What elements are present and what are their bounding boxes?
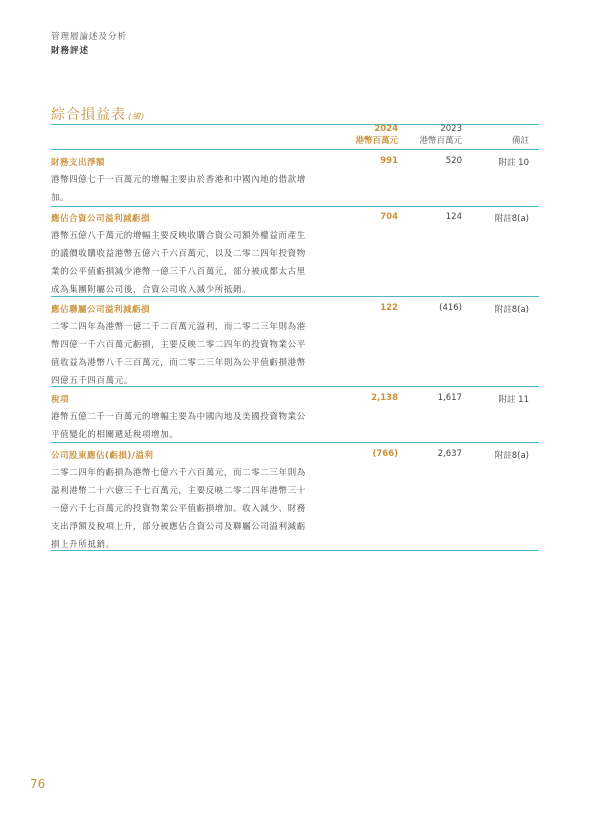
column-2024-unit: 港幣百萬元 [355,136,398,146]
running-header-title: 財務評述 [51,46,90,56]
section-title-text: 綜合損益表 [51,107,126,123]
row-value-2024: 991 [380,156,398,166]
row-title: 公司股東應佔(虧損)/溢利 [51,451,154,461]
page-number: 76 [30,777,46,791]
row-divider [51,442,539,443]
section-title-note: (續) [128,112,146,121]
row-title: 稅項 [51,395,70,405]
row-divider [51,550,539,551]
row-description: 港幣四億七千一百萬元的增幅主要由於香港和中國內地的借款增加。 [51,175,306,203]
title-rule [51,124,539,125]
row-value-2023: 124 [445,212,462,222]
header-rule [51,149,539,150]
row-description: 港幣五億二千一百萬元的增幅主要為中國內地及美國投資物業公平值變化的相關遞延稅項增加。 [51,412,306,440]
row-divider [51,206,539,207]
column-header-2023 [400,123,462,147]
column-header-note: 備註 [511,136,529,146]
column-2024-year: 2024 [374,124,398,134]
row-value-2023: 1,617 [437,393,462,403]
column-header-2024 [330,123,398,147]
row-title: 應佔合資公司溢利減虧損 [51,214,151,224]
row-description: 港幣五億八千萬元的增幅主要反映收購合資公司額外權益而產生的議價收購收益港幣五億六千六百萬元，以及二零二四年投資物業的公平值虧損減少港幣一億三千八百萬元，部分被成都太古里成為集團附屬公司後，合資公司收入減少所抵銷。 [51,231,306,295]
column-2023-year: 2023 [440,124,462,134]
row-note: 附註8(a) [494,305,529,315]
row-value-2023: 2,637 [437,449,462,459]
row-value-2024: 704 [380,212,398,222]
row-value-2024: 122 [380,303,398,313]
row-value-2024: (766) [372,449,398,459]
row-divider [51,386,539,387]
row-note: 附註 10 [498,158,529,168]
column-2023-unit: 港幣百萬元 [419,136,462,146]
row-description: 二零二四年為港幣一億二千二百萬元溢利，而二零二三年則為港幣四億一千六百萬元虧損，主要反映二零二四年的投資物業公平值收益為港幣八千三百萬元，而二零二三年則為公平值虧損港幣四億五千四百萬元。 [51,322,306,386]
row-value-2024: 2,138 [371,393,398,403]
row-title: 財務支出淨額 [51,158,106,168]
row-title: 應佔聯屬公司溢利減虧損 [51,305,151,315]
row-description: 二零二四年的虧損為港幣七億六千六百萬元，而二零二三年則為溢利港幣二十六億三千七百萬元，主要反映二零二四年港幣三十一億六千七百萬元的投資物業公平值虧損增加、收入減少、財務支出淨額及稅項上升，部分被應佔合資公司及聯屬公司溢利減虧損上升所抵銷。 [51,468,306,550]
row-note: 附註8(a) [494,214,529,224]
row-value-2023: (416) [439,303,462,313]
row-value-2023: 520 [445,156,462,166]
row-note: 附註8(a) [494,451,529,461]
row-divider [51,296,539,297]
row-note: 附註 11 [498,395,529,405]
running-header-subtitle: 管理層論述及分析 [51,32,128,42]
section-title [51,104,145,124]
